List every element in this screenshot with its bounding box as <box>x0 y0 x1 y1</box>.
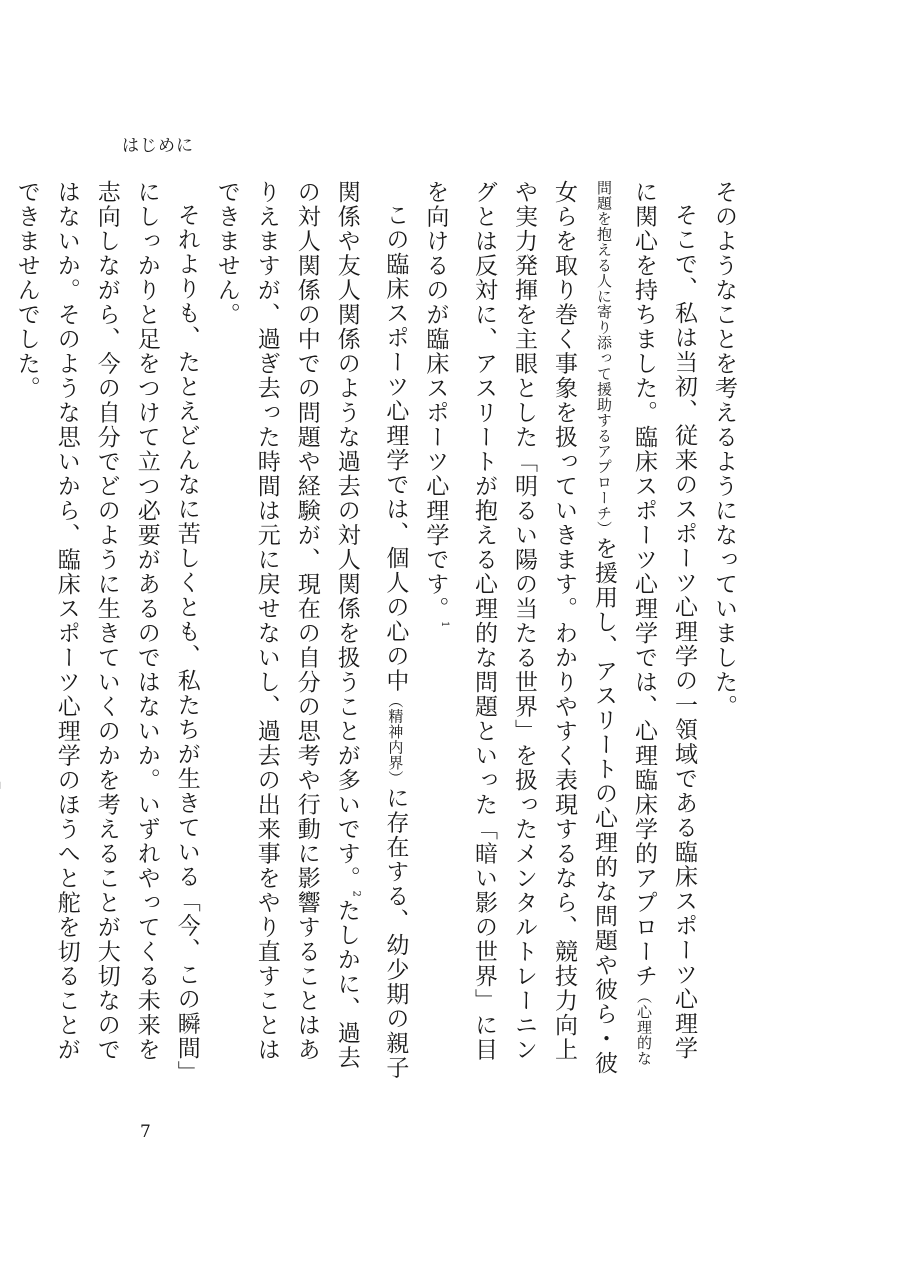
paragraph <box>0 180 7 1080</box>
footnote-ref: 2 <box>350 890 362 899</box>
paragraph: それよりも、たとえどんなに苦しくとも、私たちが生きている「今、この瞬間」にしっかりと足をつけて立つ必要があるのではないか。いずれやってくる未来を志向しながら、今の自分でどのように生きていくのかを考えることが大切なのではないか。そのような思いから、臨床スポーツ心理学のほうへと舵を切ることができませんでした。 <box>13 180 200 1074</box>
paragraph: この臨床スポーツ心理学では、個人の心の中（精神内界）に存在する、幼少期の親子関係や友人関係のような過去の対人関係を扱うことが多いです。$^2$たしかに、過去の対人関係の中での問題や経験が、現在の自分の思考や行動に影響することはありえますが、過ぎ去った時間は元に戻せないし、過去の出来事をやり直すことはできません。 <box>213 180 409 1080</box>
paragraph: そこで、私は当初、従来のスポーツ心理学の一領域である臨床スポーツ心理学に関心を持ちました。臨床スポーツ心理学では、心理臨床学的アプローチ（心理的な問題を抱える人に寄り添って援助するアプローチ）を援用し、アスリートの心理的な問題や彼ら・彼女らを取り巻く事象を扱っていきます。わかりやすく表現するなら、競技力向上や実力発揮を主眼とした「明るい陽の当たる世界」を扱ったメンタルトレーニングとは反対に、アスリートが抱える心理的な問題といった「暗い影の世界」に目を向けるのが臨床スポーツ心理学です。$^1$ <box>422 180 697 1076</box>
page-number: 7 <box>140 1122 151 1142</box>
body-text <box>13 180 744 1080</box>
running-head: はじめに <box>122 136 194 156</box>
parenthetical-note: （精神内界） <box>386 693 405 786</box>
footnote-ref: 1 <box>439 621 450 629</box>
paragraph: そのようなことを考えるようになっていました。 <box>711 180 737 719</box>
parenthetical-note: （心理的な問題を抱える人に寄り添って援助するアプローチ） <box>595 180 653 1066</box>
